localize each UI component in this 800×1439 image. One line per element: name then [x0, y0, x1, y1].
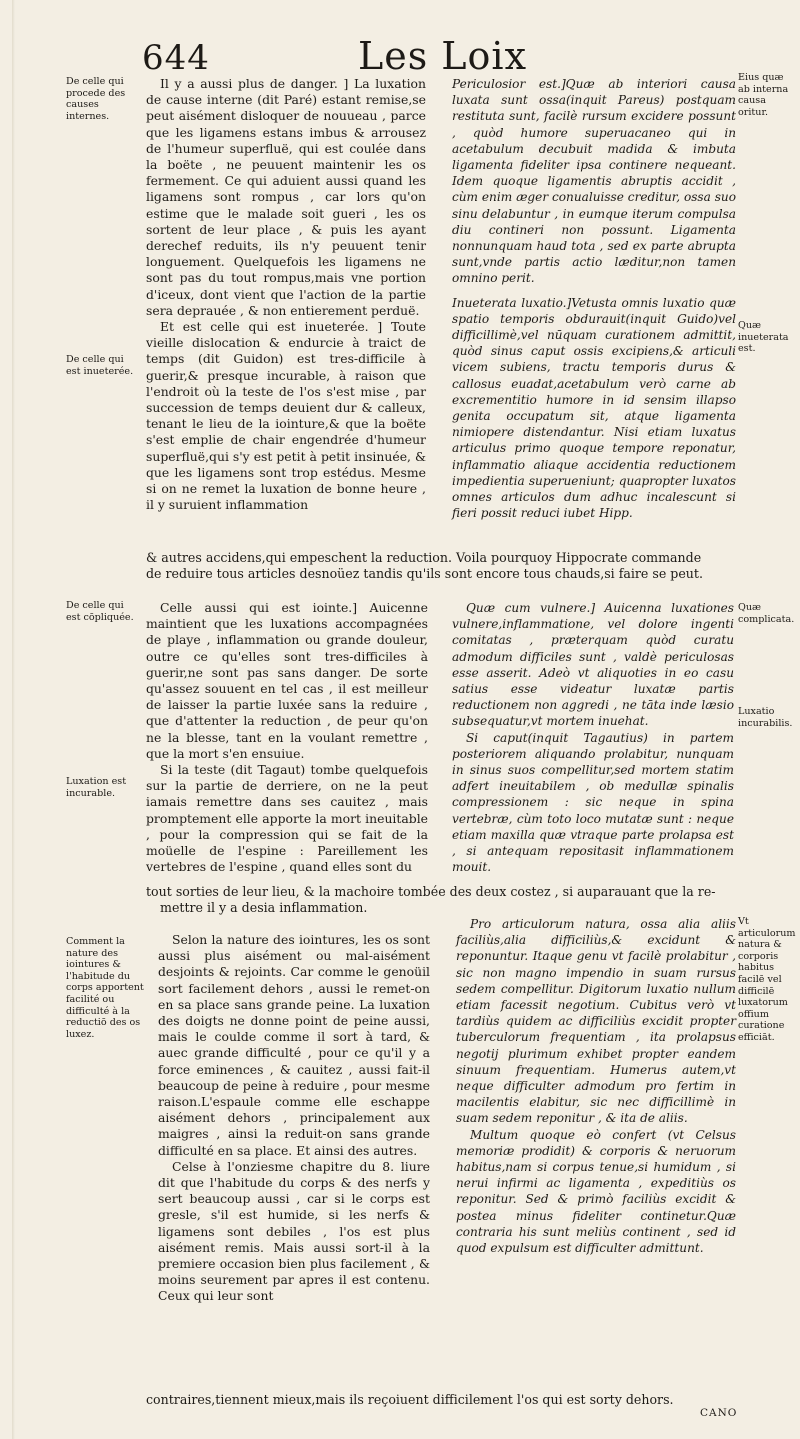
left-paragraph-1: Il y a aussi plus de danger. ] La luxation de cause interne (dit Paré) estant remise,se peut aisément disloquer de nouueau , parce que les ligamens estans imbus & arrousez de l'humeur superfluë, qui est coulée dans la boëte , ne peuuent maintenir les os fermement. Ce qui aduient aussi quand les ligamens sont rompus , car lors qu'on estime que le malade soit gueri , les os sortent de leur place , & puis les ayant derechef reduits, ils n'y peuuent tenir longuement. Quelquefois les ligamens ne sont pas du tout rompus,mais vne portion d'iceux, dont vient que l'action de la partie sera deprauée , & non entierement perduë. — [146, 76, 426, 318]
full-width-line-3: tout sorties de leur lieu, & la machoire tombée des deux costez , si auparauant que la re- — [146, 884, 716, 899]
page-gutter-shadow — [12, 0, 15, 1439]
left-margin-note-4: Luxation est incurable. — [66, 776, 127, 799]
left-paragraph-2: Et est celle qui est inueterée. ] Toute vieille dislocation & endurcie à traict de temps (dit Guidon) est tres-difficile à guerir,& presque incurable, à raison que l'endroit où la teste de l'os s'est mise , par succession de temps deuient dur & calleux, tenant le lieu de la iointure,& que la boëte s'est emplie de chair engendrée d'humeur superfluë,qui s'y est petit à petit insinuée, & que les ligamens sont trop estédus. Mesme si on ne remet la luxation de bonne heure , il y suruient inflammation — [146, 319, 426, 513]
catchword: CANO — [700, 1407, 738, 1419]
right-paragraph-2: Inueterata luxatio.]Vetusta omnis luxatio quæ spatio temporis obdurauit(inquit Guido)vel difficillimè,vel nūquam curationem admittit, quòd sinus caput ossis excipiens,& articuli vicem subiens, tractu temporis durus & callosus euadat,acetabulum verò carne ab excrementitio humore in id sensim illapso genita occupatum sit, atque ligamenta nimiopere distendantur. Nisi etiam luxatus articulus primo quoque tempore reponatur, inflammatio aliaque accidentia reductionem impedientia superueniunt; quapropter luxatos omnes articulos dum adhuc incalescunt si fieri possit reduci iubet Hipp. — [452, 295, 736, 521]
left-margin-note-1: De celle qui procede des causes internes. — [66, 76, 126, 122]
right-paragraph-3: Quæ cum vulnere.] Auicenna luxationes vulnere,inflammatione, vel dolore ingenti comitatas , præterquam quòd curatu admodum difficiles sunt , valdè periculosas esse asserit. Adeò vt aliquoties in eo casu satius esse videatur luxatæ partis reductionem non aggredi , ne tāta inde læsio subsequatur,vt mortem inuehat. — [452, 601, 734, 729]
left-paragraph-4: Si la teste (dit Tagaut) tombe quelquefois sur la partie de derriere, on ne la peut iamais remettre dans ses cauitez , mais promptement elle apporte la mort ineuitable , pour la compression qui se fait de la moüelle de l'espine : Pareillement les vertebres de l'espine , quand elles sont du — [146, 762, 428, 875]
right-margin-note-5: Vt articulorum natura & corporis habitus facilē vel difficilē luxatorum offium curatione efficiāt. — [738, 916, 796, 1043]
full-width-line-5: contraires,tiennent mieux,mais ils reçoiuent difficilement l'os qui est sorty dehors. — [146, 1392, 674, 1407]
right-paragraph-5: Pro articulorum natura, ossa alia aliis faciliùs,alia difficiliùs,& excidunt & reponuntur. Itaque genu vt facilè prolabitur , sic non magno impendio in suam rursus sedem compellitur. Digitorum luxatio nullum etiam facessit negotium. Cubitus verò vt tardiùs quidem ac difficiliùs excidit propter tuberculorum frequentiam , ita prolapsus negotij plurimum exhibet propter eandem sinuum frequentiam. Humerus autem,vt neque difficulter admodum pro fertim in macilentis elabitur, sic nec difficillimè in suam sedem reponitur , & ita de aliis. — [456, 917, 736, 1126]
left-column-middle — [146, 600, 428, 875]
right-paragraph-6: Multum quoque eò confert (vt Celsus memoriæ prodidit) & corporis & neruorum habitus,nam si corpus tenue,si humidum , si nerui infirmi ac ligamenta , expeditiùs os reponitur. Sed & primò faciliùs excidit & postea minus fideliter continetur.Quæ contraria his sunt meliùs continent , sed id quod expulsum est difficulter admittunt. — [456, 1127, 736, 1256]
left-paragraph-6: Celse à l'onziesme chapitre du 8. liure dit que l'habitude du corps & des nerfs y sert beaucoup aussi , car si le corps est gresle, s'il est humide, si les nerfs & ligamens sont debiles , l'os est plus aisément remis. Mais aussi sort-il à la premiere occasion bien plus facilement , & moins seurement par apres il est contenu. Ceux qui leur sont — [158, 1158, 430, 1304]
right-column-upper — [452, 76, 736, 521]
left-margin-note-5: Comment la nature des iointures & l'habitude du corps apportent facilité ou difficulté à la reductiō des os luxez. — [66, 936, 144, 1040]
left-paragraph-5: Selon la nature des iointures, les os sont aussi plus aisément ou mal-aisément desjoints & rejoints. Car comme le genoüil sort facilement dehors , aussi le remet-on en sa place sans grande peine. La luxation des doigts ne donne point de peine aussi, mais le coulde comme il sort à tard, & auec grande difficulté , pour ce qu'il y a force eminences , & cauitez , aussi fait-il beaucoup de peine à reduire , pour mesme raison.L'espaule comme elle eschappe aisément dehors , principalement aux maigres , ainsi la reduit-on sans grande difficulté en sa place. Et ainsi des autres. — [158, 932, 430, 1158]
right-column-middle — [452, 600, 734, 875]
page-number: 644 — [142, 38, 210, 78]
right-margin-note-2: Quæ inueterata est. — [738, 320, 789, 355]
full-width-lines-2 — [146, 884, 746, 916]
running-title: Les Loix — [358, 34, 527, 78]
right-margin-note-3: Quæ complicata. — [738, 602, 795, 625]
left-margin-note-2: De celle qui est inueterée. — [66, 354, 134, 377]
left-column-upper — [146, 76, 426, 513]
left-paragraph-3: Celle aussi qui est iointe.] Auicenne maintient que les luxations accompagnées de playe , inflammation ou grande douleur, outre ce qu'elles sont tres-difficiles à guerir,ne sont pas sans danger. De sorte qu'assez souuent en tel cas , il est meilleur de laisser la partie luxée sans la reduire , que d'attenter la reduction , de peur qu'on ne la blesse, tant en la voulant remettre , que la mort s'en ensuiue. — [146, 600, 428, 761]
right-column-lower — [456, 916, 736, 1256]
full-width-lines-3 — [146, 1392, 746, 1408]
right-margin-note-4: Luxatio incurabilis. — [738, 706, 793, 729]
right-margin-note-1: Eius quæ ab interna causa oritur. — [738, 72, 789, 118]
full-width-line-2: de reduire tous articles desnoüez tandis qu'ils sont encore tous chauds,si faire se peut. — [146, 566, 703, 582]
right-paragraph-1: Periculosior est.]Quæ ab interiori causa luxata sunt ossa(inquit Pareus) postquam restituta sunt, facilè rursum excidere possunt , quòd humore superuacaneo qui in acetabulum decubuit madida & imbuta ligamenta fideliter ipsa continere nequeant. Idem quoque ligamentis abruptis accidit , cùm enim æger conualuisse creditur, ossa suo sinu delabuntur , in eumque iterum compulsa diu contineri non possunt. Ligamenta nonnunquam haud tota , sed ex parte abrupta sunt,vnde partis actio læditur,non tamen omnino perit. — [452, 77, 736, 286]
page-header — [0, 30, 800, 82]
left-column-lower — [158, 932, 430, 1305]
full-width-lines-1 — [146, 550, 746, 582]
right-paragraph-4: Si caput(inquit Tagautius) in partem posteriorem aliquando prolabitur, nunquam in sinus suos compellitur,sed mortem statim adfert ineuitabilem , ob medullæ spinalis compressionem : sic neque in spina vertebræ, cùm toto loco mutatæ sunt : neque etiam maxilla quæ vtraque parte prolapsa est , si antequam repositasit inflammationem mouit. — [452, 730, 734, 875]
left-margin-note-3: De celle qui est cōpliquée. — [66, 600, 134, 623]
full-width-line-1: & autres accidens,qui empeschent la reduction. Voila pourquoy Hippocrate commande — [146, 550, 702, 565]
full-width-line-4: mettre il y a desia inflammation. — [160, 900, 368, 916]
